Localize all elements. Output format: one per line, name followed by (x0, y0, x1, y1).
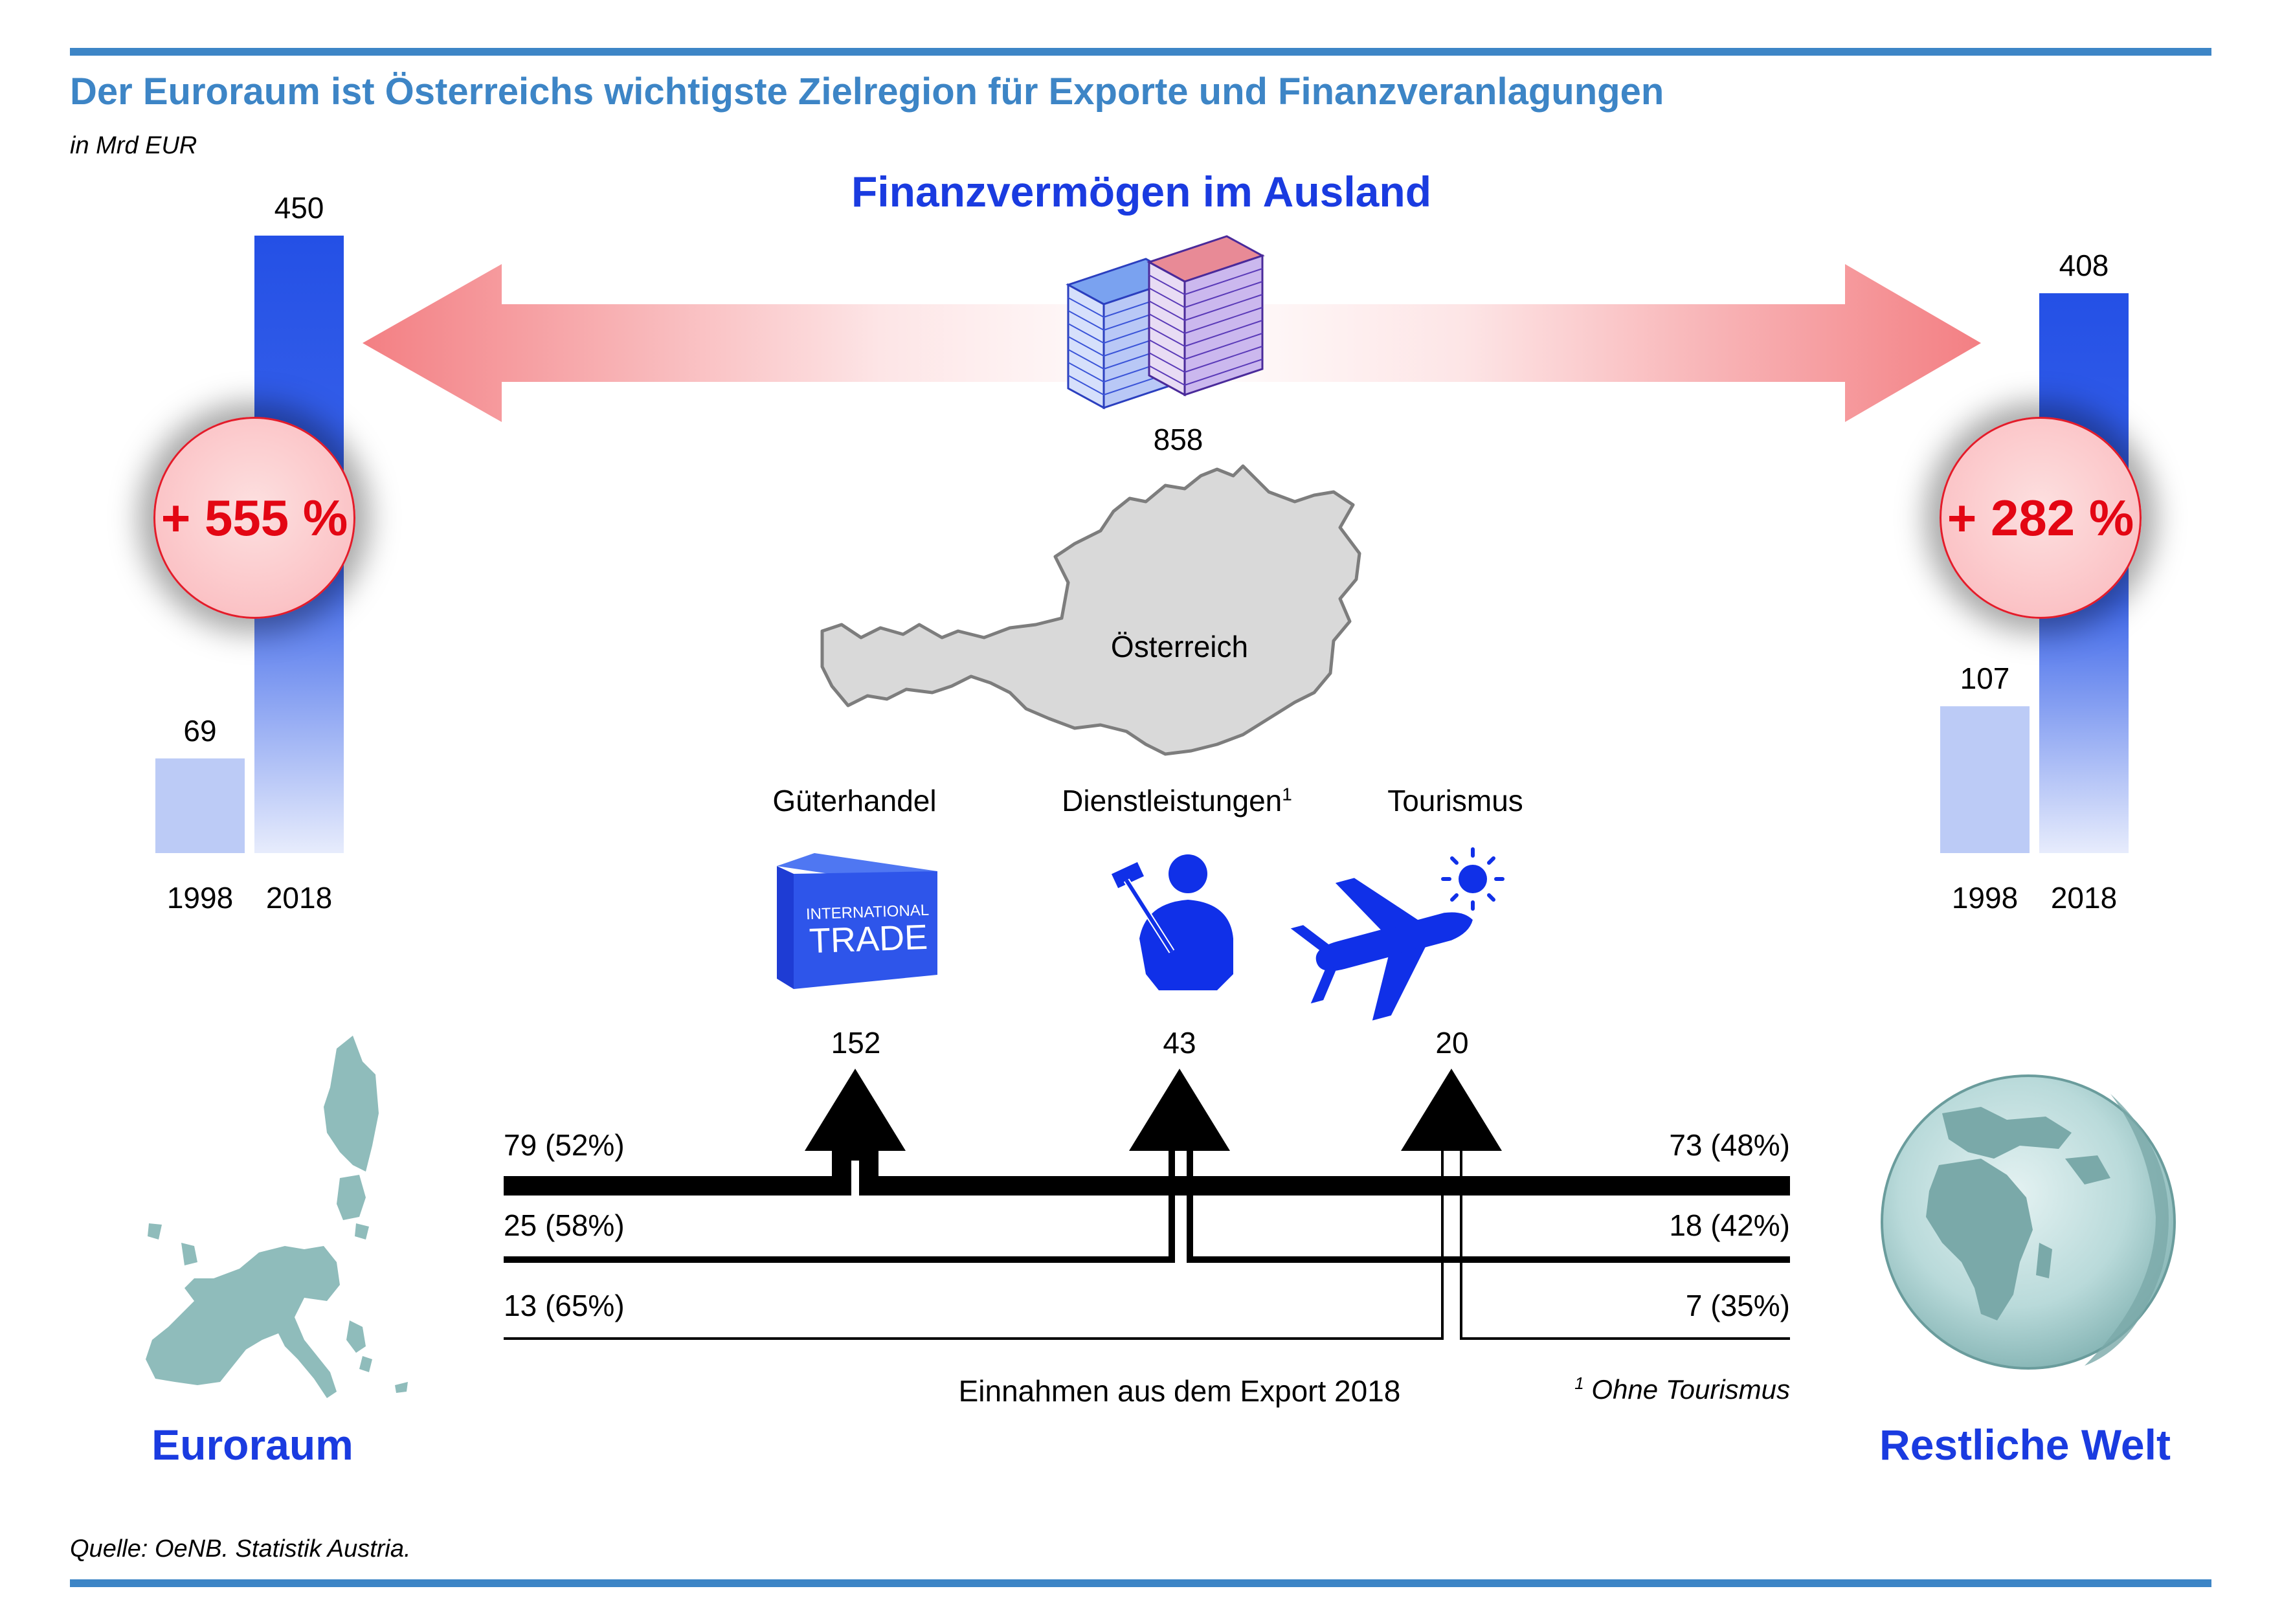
flow-tourism-world: 7 (35%) (1685, 1289, 1790, 1322)
footnote-mark: 1 (1282, 784, 1292, 805)
category-label-goods: Güterhandel (772, 784, 937, 818)
export-caption: Einnahmen aus dem Export 2018 (958, 1374, 1401, 1408)
austria-map (822, 466, 1359, 754)
region-euro-label: Euroraum (151, 1421, 353, 1469)
bar-world-1998 (1940, 706, 2030, 853)
flow-goods-euro: 79 (52%) (504, 1128, 625, 1162)
source-note: Quelle: OeNB. Statistik Austria. (70, 1535, 411, 1563)
flow-tourism-euro: 13 (65%) (504, 1289, 625, 1322)
tick-world-2018: 2018 (2050, 881, 2118, 915)
finance-total: 858 (1153, 423, 1203, 456)
flow-goods-world: 73 (48%) (1669, 1128, 1790, 1162)
finance-heading: Finanzvermögen im Ausland (851, 168, 1432, 216)
unit-label: in Mrd EUR (70, 132, 197, 159)
euro-banknotes-icon (1068, 236, 1262, 408)
region-world-label: Restliche Welt (1879, 1421, 2171, 1469)
bar-value-euro-2018: 450 (274, 191, 324, 225)
flow-services-world: 18 (42%) (1669, 1208, 1790, 1242)
tick-euro-1998: 1998 (166, 881, 234, 915)
tick-euro-2018: 2018 (265, 881, 333, 915)
bottom-rule (70, 1579, 2211, 1587)
trade-box-text: INTERNATIONAL TRADE (805, 901, 930, 961)
airplane-sun-icon (1282, 849, 1503, 1035)
category-total-goods: 152 (831, 1026, 881, 1060)
footnote: $^1$ Ohne Tourismus (1574, 1374, 1790, 1405)
category-total-services: 43 (1163, 1026, 1196, 1060)
category-total-tourism: 20 (1435, 1026, 1469, 1060)
category-label-tourism: Tourismus (1387, 784, 1523, 818)
tick-world-1998: 1998 (1951, 881, 2019, 915)
bar-euro-1998 (155, 759, 245, 853)
globe-icon (1882, 1076, 2175, 1368)
category-label-services: Dienstleistungen$^1$ (1062, 784, 1292, 818)
growth-badge-euro: + 555 % (153, 417, 355, 619)
flow-services-euro: 25 (58%) (504, 1208, 625, 1242)
europe-map-icon (146, 1036, 408, 1398)
page-title: Der Euroraum ist Österreichs wichtigste Zielregion für Exporte und Finanzveranlagungen (70, 71, 1664, 113)
worker-hammer-icon (1112, 854, 1233, 990)
bar-value-world-1998: 107 (1960, 662, 2010, 696)
export-flow-lines (504, 1069, 1790, 1339)
bar-value-world-2018: 408 (2059, 249, 2109, 283)
country-label: Österreich (1110, 630, 1249, 663)
growth-badge-world: + 282 % (1940, 417, 2142, 619)
bar-value-euro-1998: 69 (183, 713, 217, 748)
